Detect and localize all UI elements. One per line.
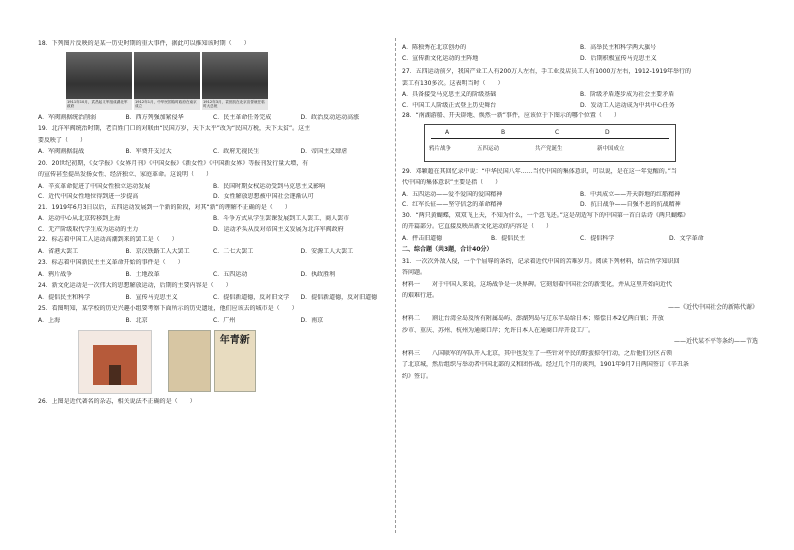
timeline-letter-d: D <box>605 128 610 136</box>
q26-options-row2 <box>402 55 758 63</box>
q18-option-c[interactable]: C．民主革命任务完成 <box>213 113 272 121</box>
q30-option-b[interactable]: B．提倡民主 <box>491 234 526 242</box>
timeline-letter-c: C <box>555 128 560 136</box>
q22-option-a[interactable]: A．省港大罢工 <box>38 247 79 255</box>
q20-line-1: 20．20世纪初期，《女学报》《女界月刊》《中国女报》《新女性》《中国新女界》等报刊发行量大增，有 <box>38 159 309 167</box>
q24-option-c[interactable]: C．提倡新道德，反对旧文学 <box>213 293 290 301</box>
q23-option-b[interactable]: B．土地改革 <box>125 270 160 278</box>
q20-options-row1 <box>38 183 388 191</box>
q18-option-d[interactable]: D．政治反动运动高涨 <box>300 113 360 121</box>
q20-option-a[interactable]: A．辛亥革命促进了中国女性独立运动发展 <box>38 182 151 190</box>
q29-option-b[interactable]: B．中共成立——开天辟地的红船精神 <box>580 190 681 198</box>
q19-option-b[interactable]: B．军费开支过大 <box>125 148 172 155</box>
q23-stem: 23．标志着中国新民主主义革命开始的事件是（ ） <box>38 259 184 266</box>
q30-options <box>402 235 758 243</box>
q27-options-row2 <box>402 102 758 110</box>
q30-option-c[interactable]: C．提倡科学 <box>580 234 615 242</box>
q18-caption-2: 1912年1月，中华民国临时政府在南京成立 <box>134 99 200 110</box>
material-2-line-1: 材料二 割让台湾全岛及所有附属岛屿、澎湖列岛与辽东半岛给日本；赔偿日本2亿两白银；开放 <box>402 315 664 322</box>
door-shape <box>109 365 121 385</box>
q25-options <box>38 317 388 325</box>
q21-options-row1 <box>38 215 388 223</box>
q22-options <box>38 248 388 256</box>
q22-option-c[interactable]: C．二七大罢工 <box>213 247 254 255</box>
q21-options-row2 <box>38 226 388 234</box>
q24-stem: 24．新文化运动是一次伟大的思想解放运动，后期的主要内容是（ ） <box>38 282 232 289</box>
q19-line-1: 19．北洋军阀统治时期，老百姓门口的对联由“民国万岁，天下太平”改为“民国万税，天下太贫”。这主 <box>38 125 311 132</box>
historic-site-photo <box>78 330 152 394</box>
magazine-title: 年青新 <box>219 335 250 346</box>
magazine-covers-photo <box>168 330 256 392</box>
q22-option-b[interactable]: B．京汉铁路工人大罢工 <box>125 247 190 255</box>
q29-line-1: 29．邓颖超在其回忆录中说：“中华民国八年……当代中国的集体意识，可以说，是在这一年觉醒的。”当 <box>402 167 677 175</box>
q27-line-2: 罢工有130多次。这表明当时（ ） <box>402 79 504 87</box>
timeline-letter-a: A <box>445 128 450 136</box>
q21-option-d[interactable]: D．运动矛头从反对帝国主义发展为北洋军阀政府 <box>213 225 344 233</box>
q27-line-1: 27．五四运动前夕，我国产业工人有200万人左右，手工业及店员工人有1000万左右，1912-1919年举行的 <box>402 68 692 75</box>
q18-photo-1 <box>66 52 132 110</box>
material-2-line-2: 沙市、重庆、苏州、杭州为通商口岸；允许日本人在通商口岸开设工厂。 <box>402 326 595 334</box>
q18-caption-1: 1911年10月，武昌起义军组成湖北军政府 <box>66 99 132 110</box>
q30-line-1: 30．“两只黄蝴蝶，双双飞上天，不知为什么，一个忽飞还。”这是胡适写下的中国第一首白话诗《两只蝴蝶》 <box>402 211 689 219</box>
q23-option-c[interactable]: C．五四运动 <box>213 270 248 278</box>
q29-option-d[interactable]: D．抗日战争——自强不息的抗战精神 <box>580 201 681 208</box>
magazine-cover-2 <box>214 330 257 392</box>
q20-option-b[interactable]: B．民国时期女权运动受到马克思主义影响 <box>213 182 326 190</box>
q19-option-c[interactable]: C．政府无视民生 <box>213 148 260 155</box>
q25-option-d[interactable]: D．南京 <box>300 316 324 324</box>
q19-options <box>38 148 388 156</box>
q24-option-b[interactable]: B．宣传马克思主义 <box>125 293 178 301</box>
q29-option-c[interactable]: C．红军长征——坚守信念的革命精神 <box>402 201 503 208</box>
q29-option-a[interactable]: A．五四运动——爱不爱国的爱国精神 <box>402 190 503 198</box>
material-3-line-1: 材料三 八国联军的军队开入北京，其中也发生了一些针对平民的野蛮掠夺行动，之后他们分区占领 <box>402 349 673 357</box>
q29-options-row1 <box>402 191 758 199</box>
q23-option-d[interactable]: D．执政胜利 <box>300 270 336 278</box>
q30-option-a[interactable]: A．抨击旧道德 <box>402 234 443 242</box>
material-2-source: ——近代某不平等条约——节选 <box>673 338 758 345</box>
q18-stem: 18．下列图片反映的是某一历史时期的重大事件，据此可以推知该时期（ ） <box>38 40 250 47</box>
q31-line-1: 31．一次次外敌入侵，一个个屈辱的条约，记录着近代中国的苦难岁月。阅读下列材料，结合所学知识回 <box>402 257 680 265</box>
q27-option-a[interactable]: A．具备接受马克思主义的阶级基础 <box>402 91 497 98</box>
q30-option-d[interactable]: D．文学革命 <box>669 234 704 242</box>
column-divider <box>395 38 396 533</box>
q18-photo-2 <box>134 52 200 110</box>
q24-options <box>38 294 388 302</box>
timeline-event-4: 新中国成立 <box>597 145 625 152</box>
q25-option-b[interactable]: B．北京 <box>125 316 148 324</box>
right-column <box>402 44 758 384</box>
q26-option-d[interactable]: D．后期积极宣传马克思主义 <box>580 54 657 62</box>
q19-line-2: 要反映了（ ） <box>38 136 87 144</box>
q19-option-a[interactable]: A．军阀割据混战 <box>38 148 85 155</box>
magazine-cover-1 <box>168 330 211 392</box>
timeline-letter-b: B <box>501 128 506 136</box>
q21-option-b[interactable]: B．斗争方式从学生罢课发展到工人罢工、商人罢市 <box>213 215 350 222</box>
q29-line-2: 代中国的集体意识”主要是指（ ） <box>402 179 502 186</box>
material-3-line-3: 约》签订。 <box>402 372 433 380</box>
material-3-line-2: 了北京城，然后组织与举动者中国北部的义和团作战。经过几个月的谈判，1901年9月7日两国签订《辛丑条 <box>402 361 689 368</box>
timeline-event-3: 共产党诞生 <box>535 145 563 152</box>
q20-option-d[interactable]: D．女性解放思想被中国社会逐渐认可 <box>213 193 314 200</box>
q19-option-d[interactable]: D．帝国主义肆虐 <box>300 148 348 155</box>
q25-images <box>78 330 388 394</box>
timeline-event-1: 鸦片战争 <box>429 145 452 152</box>
q22-option-d[interactable]: D．安源工人大罢工 <box>300 247 354 255</box>
material-1-line-2: 的艰难行进。 <box>402 292 439 299</box>
q18-photos <box>66 52 388 110</box>
q31-line-2: 答问题。 <box>402 269 427 276</box>
q26-options-row1 <box>402 44 758 52</box>
q25-option-a[interactable]: A．上海 <box>38 316 61 324</box>
timeline-event-2: 五四运动 <box>477 145 500 152</box>
q25-stem: 25．看图明知，某学校的历史兴趣小组要考察下面所示的历史遗址，他们应该去的城市是（ ） <box>38 305 298 312</box>
q26-option-b[interactable]: B．高举民主和科学两大旗号 <box>580 44 657 51</box>
material-1-source: ——《近代中国社会的新陈代谢》 <box>667 303 758 311</box>
q18-options <box>38 114 388 122</box>
section-heading: 二、综合题（共3题，合计40分） <box>402 246 493 253</box>
q20-option-c[interactable]: C．近代中国女性地位得到进一步提高 <box>38 193 139 200</box>
q29-options-row2 <box>402 201 758 209</box>
q23-options <box>38 271 388 279</box>
q18-photo-3 <box>202 52 268 110</box>
q18-option-b[interactable]: B．西方列强加紧侵华 <box>125 113 184 121</box>
q27-option-b[interactable]: B．阶级矛盾逐步成为社会主要矛盾 <box>580 91 675 98</box>
timeline-axis <box>431 138 669 139</box>
q26-option-c[interactable]: C．宣传新文化运动的主阵地 <box>402 54 479 62</box>
q21-stem: 21．1919年6月3日以后，五四运动发展到一个新的阶段，对其“新”的理解不正确的是（ ） <box>38 203 291 211</box>
q28-timeline <box>424 124 676 162</box>
q21-option-a[interactable]: A．运动中心从北京转移到上海 <box>38 215 121 222</box>
q24-option-d[interactable]: D．提倡新道德，反对旧道德 <box>300 293 378 301</box>
q30-line-2: 的开篇部分。它直接反映出新文化运动的内容是（ ） <box>402 223 553 230</box>
q26-stem: 26．上图是近代著名的杂志，相关说法不正确的是（ ） <box>38 398 196 405</box>
q18-option-a[interactable]: A．军阀割据统治削弱 <box>38 113 97 121</box>
q27-options-row1 <box>402 91 758 99</box>
q27-option-d[interactable]: D．发动工人运动成为中共中心任务 <box>580 101 675 109</box>
q26-option-a[interactable]: A．陈独秀在北京创办的 <box>402 44 467 51</box>
q23-option-a[interactable]: A．鸦片战争 <box>38 270 73 278</box>
left-column <box>38 40 388 410</box>
q18-caption-3: 1912年3月，袁世凯在北京宣誓就任临时大总统 <box>202 99 268 110</box>
q20-options-row2 <box>38 193 388 201</box>
q28-stem: 28．“南湖游船、开天辟地、焕然一新”事件，应该位于下图示的哪个位置（ ） <box>402 112 620 119</box>
q21-option-c[interactable]: C．无产阶级取代学生成为运动的主力 <box>38 225 139 233</box>
q24-option-a[interactable]: A．提倡民主和科学 <box>38 293 91 301</box>
q20-line-2: 的宣传甚至提出发扬女性、经济独立、家庭革命。这说明（ ） <box>38 171 213 178</box>
q22-stem: 22．标志着中国工人运动高潮到来的罢工是（ ） <box>38 236 178 243</box>
q27-option-c[interactable]: C．中国工人阶级正式登上历史舞台 <box>402 101 497 109</box>
q25-option-c[interactable]: C．广州 <box>213 316 236 324</box>
material-1-line-1: 材料一 对于中国人来说，这场战争是一块界碑。它刻划着中国社会的新变化，并从这里开始向近代 <box>402 280 673 288</box>
